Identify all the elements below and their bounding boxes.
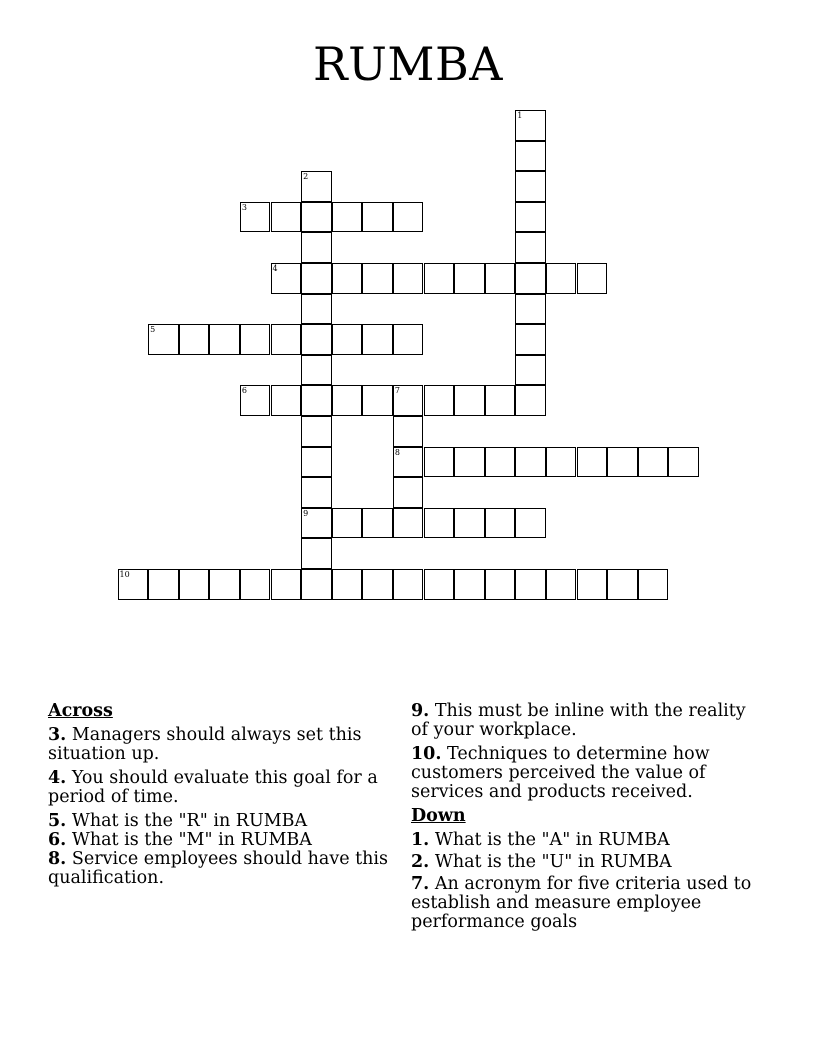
grid-cell[interactable] — [301, 232, 332, 263]
grid-cell[interactable] — [148, 324, 179, 355]
clue-across — [48, 769, 388, 807]
grid-cell[interactable] — [515, 447, 546, 478]
clue-number: 8. — [48, 849, 67, 869]
grid-cell[interactable] — [271, 385, 302, 416]
grid-cell[interactable] — [515, 110, 546, 141]
clue-text: This must be inline with the reality of your workplace. — [411, 701, 746, 740]
grid-cell[interactable] — [301, 294, 332, 325]
grid-cell[interactable] — [393, 447, 424, 478]
clue-number-label: 4 — [272, 264, 278, 273]
clue-number: 4. — [48, 768, 67, 788]
grid-cell[interactable] — [515, 294, 546, 325]
grid-cell[interactable] — [515, 508, 546, 539]
grid-cell[interactable] — [301, 171, 332, 202]
grid-cell[interactable] — [301, 263, 332, 294]
grid-cell[interactable] — [301, 385, 332, 416]
clue-number: 6. — [48, 830, 67, 850]
clue-across — [48, 726, 388, 764]
grid-cell[interactable] — [393, 416, 424, 447]
grid-cell[interactable] — [209, 569, 240, 600]
grid-cell[interactable] — [393, 263, 424, 294]
grid-cell[interactable] — [240, 202, 271, 233]
grid-cell[interactable] — [515, 171, 546, 202]
grid-cell[interactable] — [393, 477, 424, 508]
grid-cell[interactable] — [301, 355, 332, 386]
grid-cell[interactable] — [179, 569, 210, 600]
clue-across — [48, 831, 388, 850]
clue-down — [411, 853, 756, 872]
clue-across — [48, 850, 388, 888]
grid-cell[interactable] — [301, 324, 332, 355]
clue-text: What is the "R" in RUMBA — [71, 811, 308, 831]
grid-cell[interactable] — [332, 324, 363, 355]
clue-number: 9. — [411, 701, 430, 721]
grid-cell[interactable] — [485, 447, 516, 478]
grid-cell[interactable] — [515, 569, 546, 600]
grid-cell[interactable] — [301, 508, 332, 539]
grid-cell[interactable] — [301, 447, 332, 478]
grid-cell[interactable] — [332, 569, 363, 600]
grid-cell[interactable] — [424, 447, 455, 478]
grid-cell[interactable] — [607, 569, 638, 600]
grid-cell[interactable] — [148, 569, 179, 600]
down-heading: Down — [411, 806, 466, 826]
clues-column-left — [48, 702, 388, 893]
grid-cell[interactable] — [546, 263, 577, 294]
grid-cell[interactable] — [638, 447, 669, 478]
grid-cell[interactable] — [668, 447, 699, 478]
grid-cell[interactable] — [332, 263, 363, 294]
grid-cell[interactable] — [546, 447, 577, 478]
grid-cell[interactable] — [515, 355, 546, 386]
clue-number-label: 10 — [119, 570, 130, 579]
grid-cell[interactable] — [515, 141, 546, 172]
grid-cell[interactable] — [332, 385, 363, 416]
clue-number-label: 8 — [394, 447, 400, 457]
clue-number-label: 2 — [303, 172, 309, 182]
grid-cell[interactable] — [485, 569, 516, 600]
clue-number: 10. — [411, 744, 442, 764]
grid-cell[interactable] — [271, 324, 302, 355]
grid-cell[interactable] — [240, 385, 271, 416]
grid-cell[interactable] — [424, 508, 455, 539]
grid-cell[interactable] — [424, 385, 455, 416]
clue-across — [48, 812, 388, 831]
clue-down — [411, 875, 756, 932]
grid-cell[interactable] — [362, 385, 393, 416]
grid-cell[interactable] — [393, 508, 424, 539]
grid-cell[interactable] — [301, 569, 332, 600]
grid-cell[interactable] — [271, 263, 302, 294]
grid-cell[interactable] — [332, 202, 363, 233]
clue-number: 3. — [48, 725, 67, 745]
grid-cell[interactable] — [393, 385, 424, 416]
clue-text: What is the "M" in RUMBA — [71, 830, 312, 850]
grid-cell[interactable] — [515, 232, 546, 263]
grid-cell[interactable] — [485, 385, 516, 416]
grid-cell[interactable] — [301, 416, 332, 447]
grid-cell[interactable] — [301, 538, 332, 569]
grid-cell[interactable] — [454, 569, 485, 600]
clue-number-label: 1 — [517, 111, 523, 120]
clue-number: 2. — [411, 852, 430, 872]
grid-cell[interactable] — [485, 508, 516, 539]
grid-cell[interactable] — [118, 569, 149, 600]
clue-text: An acronym for five criteria used to establish and measure employee performance goals — [411, 874, 752, 932]
clues-column-right — [411, 702, 756, 937]
clue-down — [411, 831, 756, 850]
grid-cell[interactable] — [515, 202, 546, 233]
grid-cell[interactable] — [577, 263, 608, 294]
grid-cell[interactable] — [240, 569, 271, 600]
grid-cell[interactable] — [454, 385, 485, 416]
clue-text: What is the "A" in RUMBA — [434, 830, 670, 850]
grid-cell[interactable] — [454, 508, 485, 539]
grid-cell[interactable] — [515, 385, 546, 416]
grid-cell[interactable] — [179, 324, 210, 355]
grid-cell[interactable] — [362, 508, 393, 539]
grid-cell[interactable] — [301, 202, 332, 233]
grid-cell[interactable] — [638, 569, 669, 600]
grid-cell[interactable] — [454, 263, 485, 294]
clue-number: 7. — [411, 874, 430, 894]
clue-text: What is the "U" in RUMBA — [434, 852, 672, 872]
grid-cell[interactable] — [240, 324, 271, 355]
grid-cell[interactable] — [577, 569, 608, 600]
grid-cell[interactable] — [393, 202, 424, 233]
grid-cell[interactable] — [301, 477, 332, 508]
grid-cell[interactable] — [271, 202, 302, 233]
across-heading: Across — [48, 701, 113, 721]
page-title: RUMBA — [312, 37, 504, 91]
grid-cell[interactable] — [393, 324, 424, 355]
grid-cell[interactable] — [546, 569, 577, 600]
grid-cell[interactable] — [424, 263, 455, 294]
clue-number-label: 9 — [303, 508, 309, 518]
grid-cell[interactable] — [485, 263, 516, 294]
clue-text: Managers should always set this situation up. — [48, 725, 362, 764]
grid-cell[interactable] — [515, 324, 546, 355]
grid-cell[interactable] — [271, 569, 302, 600]
grid-cell[interactable] — [209, 324, 240, 355]
grid-cell[interactable] — [362, 263, 393, 294]
grid-cell[interactable] — [393, 569, 424, 600]
grid-cell[interactable] — [515, 263, 546, 294]
grid-cell[interactable] — [607, 447, 638, 478]
clue-number-label: 3 — [241, 202, 247, 212]
grid-cell[interactable] — [362, 569, 393, 600]
grid-cell[interactable] — [332, 508, 363, 539]
clue-number: 5. — [48, 811, 67, 831]
grid-cell[interactable] — [577, 447, 608, 478]
clue-across — [411, 745, 756, 802]
clue-number-label: 7 — [394, 386, 400, 396]
clue-text: Techniques to determine how customers perceived the value of services and products received. — [411, 744, 710, 802]
grid-cell[interactable] — [362, 324, 393, 355]
grid-cell[interactable] — [424, 569, 455, 600]
clue-text: Service employees should have this qualification. — [48, 849, 389, 888]
clue-text: You should evaluate this goal for a period of time. — [48, 768, 378, 807]
clue-across — [411, 702, 756, 740]
clue-number-label: 5 — [150, 325, 156, 335]
grid-cell[interactable] — [454, 447, 485, 478]
clue-number-label: 6 — [241, 386, 247, 396]
clue-number: 1. — [411, 830, 430, 850]
grid-cell[interactable] — [362, 202, 393, 233]
